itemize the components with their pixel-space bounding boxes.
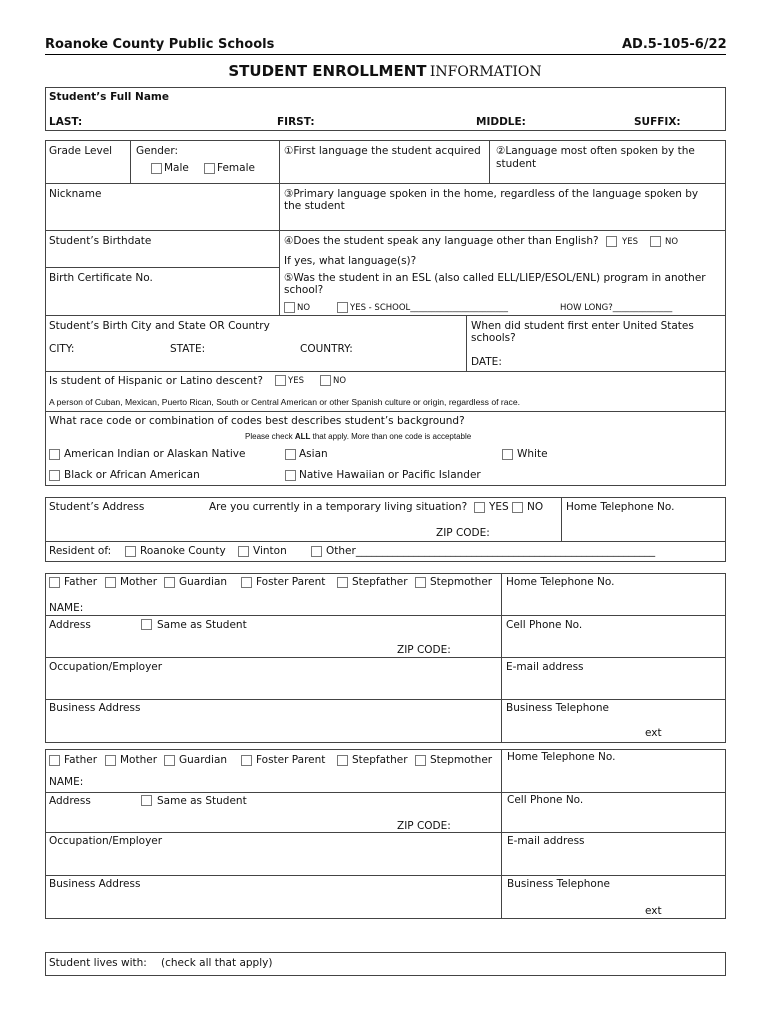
primary-home-language-cont: the student <box>284 200 345 212</box>
parent2-home-telephone-field[interactable]: Home Telephone No. <box>507 751 616 763</box>
parent2-father-checkbox[interactable] <box>49 755 60 766</box>
parent1-same-as-student-checkbox[interactable] <box>141 619 152 630</box>
gender-label: Gender: <box>136 145 179 157</box>
parent1-stepfather-label: Stepfather <box>352 576 408 588</box>
parent2-mother-label: Mother <box>120 754 158 766</box>
form-title-bold: STUDENT ENROLLMENT <box>228 62 427 80</box>
race-native-hawaiian-checkbox[interactable] <box>285 470 296 481</box>
temp-living-no-label: NO <box>527 501 544 513</box>
female-label: Female <box>217 162 255 174</box>
esl-how-long-field[interactable]: HOW LONG?______________ <box>560 303 673 313</box>
esl-no-checkbox[interactable] <box>284 302 295 313</box>
parent2-mother-checkbox[interactable] <box>105 755 116 766</box>
parent2-business-address-field[interactable]: Business Address <box>49 878 141 890</box>
parent2-same-as-student-label: Same as Student <box>157 795 247 807</box>
parent2-same-as-student-checkbox[interactable] <box>141 795 152 806</box>
parent1-foster-label: Foster Parent <box>256 576 326 588</box>
other-language-no-checkbox[interactable] <box>650 236 661 247</box>
race-black-checkbox[interactable] <box>49 470 60 481</box>
parent1-zip-field[interactable]: ZIP CODE: <box>397 644 451 656</box>
parent1-foster-checkbox[interactable] <box>241 577 252 588</box>
lives-with-label: Student lives with: <box>49 957 147 969</box>
parent2-ext-field[interactable]: ext <box>645 905 662 917</box>
first-name-field[interactable]: FIRST: <box>277 116 315 128</box>
parent2-stepfather-checkbox[interactable] <box>337 755 348 766</box>
first-enter-date-field[interactable]: DATE: <box>471 356 502 368</box>
esl-question-cont: school? <box>284 284 324 296</box>
parent2-name-field[interactable]: NAME: <box>49 776 84 788</box>
hispanic-definition: A person of Cuban, Mexican, Puerto Rican, South or Central American or other Spanish culture or origin, regardless of race. <box>49 397 520 407</box>
race-white-checkbox[interactable] <box>502 449 513 460</box>
resident-roanoke-label: Roanoke County <box>140 545 226 557</box>
lives-with-box <box>45 952 726 976</box>
student-zip-field[interactable]: ZIP CODE: <box>436 527 490 539</box>
male-checkbox[interactable] <box>151 163 162 174</box>
race-asian-label: Asian <box>299 448 328 460</box>
lives-with-note: (check all that apply) <box>161 957 273 969</box>
parent1-stepmother-checkbox[interactable] <box>415 577 426 588</box>
student-full-name-label: Student’s Full Name <box>49 91 169 103</box>
hispanic-yes-checkbox[interactable] <box>275 375 286 386</box>
race-white-label: White <box>517 448 548 460</box>
parent2-email-field[interactable]: E-mail address <box>507 835 585 847</box>
hispanic-no-label: NO <box>333 376 347 386</box>
other-language-yes-label: YES <box>622 237 638 247</box>
parent1-address-field[interactable]: Address <box>49 619 91 631</box>
parent1-ext-field[interactable]: ext <box>645 727 662 739</box>
temp-living-yes-checkbox[interactable] <box>474 502 485 513</box>
last-name-field[interactable]: LAST: <box>49 116 83 128</box>
parent2-zip-field[interactable]: ZIP CODE: <box>397 820 451 832</box>
parent2-father-label: Father <box>64 754 98 766</box>
parent2-cell-phone-field[interactable]: Cell Phone No. <box>507 794 584 806</box>
parent-2-box <box>45 749 726 919</box>
if-yes-language-field[interactable]: If yes, what language(s)? <box>284 255 417 267</box>
other-language-yes-checkbox[interactable] <box>606 236 617 247</box>
parent1-same-as-student-label: Same as Student <box>157 619 247 631</box>
parent2-address-field[interactable]: Address <box>49 795 91 807</box>
race-question: What race code or combination of codes best describes student’s background? <box>49 415 465 427</box>
resident-other-checkbox[interactable] <box>311 546 322 557</box>
first-enter-us-label-cont: schools? <box>471 332 516 344</box>
student-address-field[interactable]: Student’s Address <box>49 501 145 513</box>
resident-roanoke-checkbox[interactable] <box>125 546 136 557</box>
race-note-bold: ALL <box>294 432 311 441</box>
esl-no-label: NO <box>297 303 311 313</box>
suffix-field[interactable]: SUFFIX: <box>634 116 681 128</box>
birth-state-field[interactable]: STATE: <box>170 343 206 355</box>
birth-country-field[interactable]: COUNTRY: <box>300 343 353 355</box>
school-district-name: Roanoke County Public Schools <box>45 37 275 52</box>
parent1-mother-label: Mother <box>120 576 158 588</box>
most-spoken-language-field[interactable]: ②Language most often spoken by the <box>496 145 695 157</box>
parent1-cell-phone-field[interactable]: Cell Phone No. <box>506 619 583 631</box>
race-american-indian-label: American Indian or Alaskan Native <box>64 448 246 460</box>
birth-place-label: Student’s Birth City and State OR Country <box>49 320 270 332</box>
temp-living-no-checkbox[interactable] <box>512 502 523 513</box>
parent1-business-address-field[interactable]: Business Address <box>49 702 141 714</box>
nickname-field[interactable]: Nickname <box>49 188 102 200</box>
hispanic-yes-label: YES <box>288 376 304 386</box>
male-label: Male <box>164 162 189 174</box>
parent1-guardian-label: Guardian <box>179 576 228 588</box>
parent1-occupation-field[interactable]: Occupation/Employer <box>49 661 163 673</box>
most-spoken-language-cont: student <box>496 158 537 170</box>
esl-yes-checkbox[interactable] <box>337 302 348 313</box>
parent1-father-label: Father <box>64 576 98 588</box>
parent2-foster-label: Foster Parent <box>256 754 326 766</box>
parent2-stepmother-label: Stepmother <box>430 754 493 766</box>
race-native-hawaiian-label: Native Hawaiian or Pacific Islander <box>299 469 481 481</box>
resident-of-label: Resident of: <box>49 545 112 557</box>
temp-living-yes-label: YES <box>489 501 509 513</box>
race-note-pre: Please check <box>245 432 295 441</box>
parent2-occupation-field[interactable]: Occupation/Employer <box>49 835 163 847</box>
parent1-name-field[interactable]: NAME: <box>49 602 84 614</box>
grade-level-field[interactable]: Grade Level <box>49 145 113 157</box>
esl-yes-school-field[interactable]: YES - SCHOOL_______________________ <box>350 303 509 313</box>
parent1-stepfather-checkbox[interactable] <box>337 577 348 588</box>
parent1-stepmother-label: Stepmother <box>430 576 493 588</box>
parent2-business-telephone-field[interactable]: Business Telephone <box>507 878 610 890</box>
parent1-mother-checkbox[interactable] <box>105 577 116 588</box>
resident-vinton-checkbox[interactable] <box>238 546 249 557</box>
hispanic-question: Is student of Hispanic or Latino descent? <box>49 375 263 387</box>
birth-city-field[interactable]: CITY: <box>49 343 75 355</box>
first-enter-us-label: When did student first enter United States <box>471 320 694 332</box>
parent2-stepfather-label: Stepfather <box>352 754 408 766</box>
header-rule <box>45 54 726 55</box>
middle-name-field[interactable]: MIDDLE: <box>476 116 526 128</box>
birthdate-field[interactable]: Student’s Birthdate <box>49 235 152 247</box>
parent1-father-checkbox[interactable] <box>49 577 60 588</box>
parent1-business-telephone-field[interactable]: Business Telephone <box>506 702 609 714</box>
other-language-no-label: NO <box>665 237 679 247</box>
other-language-question: ④Does the student speak any language other than English? <box>284 235 599 247</box>
form-title <box>0 62 770 80</box>
parent-1-box <box>45 573 726 743</box>
student-home-telephone-field[interactable]: Home Telephone No. <box>566 501 675 513</box>
esl-question: ⑤Was the student in an ESL (also called ELL/LIEP/ESOL/ENL) program in another <box>284 272 706 284</box>
race-note <box>245 432 471 441</box>
parent2-stepmother-checkbox[interactable] <box>415 755 426 766</box>
race-american-indian-checkbox[interactable] <box>49 449 60 460</box>
form-title-rest: INFORMATION <box>429 64 542 80</box>
form-code: AD.5-105-6/22 <box>622 37 727 52</box>
race-black-label: Black or African American <box>64 469 200 481</box>
primary-home-language-field[interactable]: ③Primary language spoken in the home, regardless of the language spoken by <box>284 188 699 200</box>
hispanic-no-checkbox[interactable] <box>320 375 331 386</box>
parent1-email-field[interactable]: E-mail address <box>506 661 584 673</box>
race-asian-checkbox[interactable] <box>285 449 296 460</box>
female-checkbox[interactable] <box>204 163 215 174</box>
parent2-guardian-checkbox[interactable] <box>164 755 175 766</box>
temp-living-question: Are you currently in a temporary living situation? <box>209 501 468 513</box>
parent2-foster-checkbox[interactable] <box>241 755 252 766</box>
parent2-guardian-label: Guardian <box>179 754 228 766</box>
parent1-home-telephone-field[interactable]: Home Telephone No. <box>506 576 615 588</box>
resident-other-field[interactable]: Other_________________________________________________________ <box>326 545 656 557</box>
birth-certificate-field[interactable]: Birth Certificate No. <box>49 272 153 284</box>
parent1-guardian-checkbox[interactable] <box>164 577 175 588</box>
resident-vinton-label: Vinton <box>253 545 287 557</box>
race-note-post: that apply. More than one code is acceptable <box>310 432 472 441</box>
first-language-field[interactable]: ①First language the student acquired <box>284 145 481 157</box>
